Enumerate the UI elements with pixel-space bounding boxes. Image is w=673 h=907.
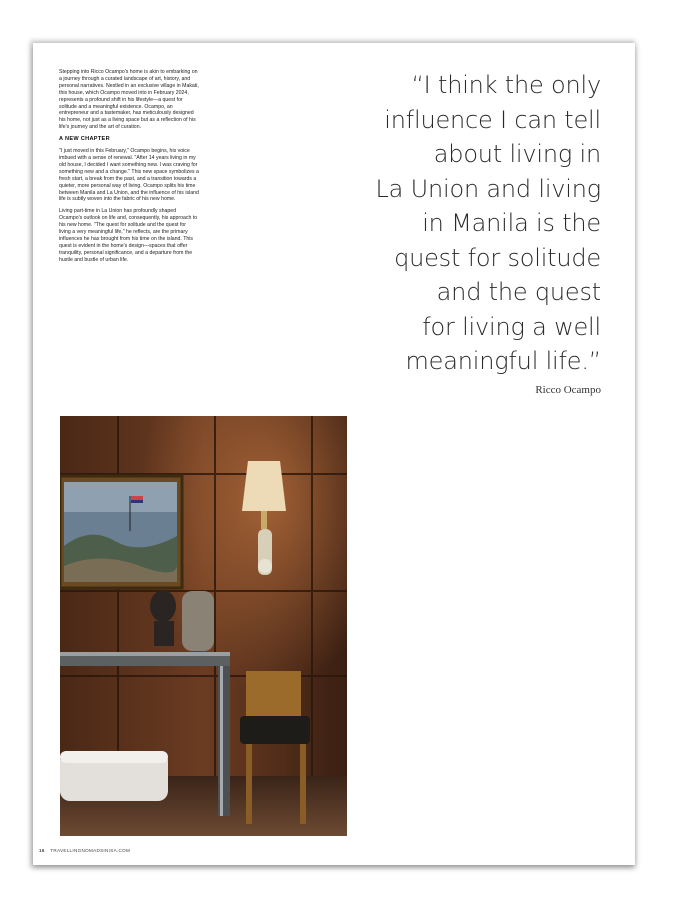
pull-quote-line: and the quest xyxy=(436,278,601,306)
pull-quote-line: influence I can tell xyxy=(384,105,601,134)
article-body xyxy=(59,69,199,269)
page-footer xyxy=(39,848,130,853)
pull-quote-line: “I think the only xyxy=(411,71,601,99)
quote-attribution: Ricco Ocampo xyxy=(535,384,601,396)
pull-quote-line: meaningful life.” xyxy=(405,347,601,375)
pull-quote-line: La Union and living xyxy=(375,174,601,203)
intro-paragraph: Stepping into Ricco Ocampo's home is akin to embarking on a journey through a curated landscape of art, history, and personal narratives. Nestled in an exclusive village in Makati, this house, which Ocampo moved into in February 2024, represents a profound shift in his lifestyle—a quest for solitude and a meaningful existence. Ocampo, an entrepreneur and a tastemaker, has meticulously designed his home, not just as a living space but as a reflection of his life's journey and the art of curation. xyxy=(59,69,199,131)
page-number: 16 xyxy=(39,848,45,853)
pull-quote-line: quest for solitude xyxy=(394,243,601,272)
magazine-page xyxy=(33,43,635,865)
section-paragraph: "I just moved in this February," Ocampo begins, his voice imbued with a sense of renewal. "After 14 years living in my old house, I decided I want something new. I was craving for something new and a change." This new space symbolizes a fresh start, a break from the past, and a transition towards a quieter, more personal way of living. Ocampo splits his time between Manila and La Union, and the influence of his island life is subtly woven into the fabric of his new home. xyxy=(59,148,199,203)
interior-photo xyxy=(60,416,347,836)
pull-quote-line: about living in xyxy=(433,140,601,168)
site-name: TRAVELLINGNOMADSINISA.COM xyxy=(50,848,131,853)
section-paragraph: Living part-time in La Union has profoundly shaped Ocampo's outlook on life and, consequently, his approach to his new home. "The quest for solitude and the quest for living a very meaningful life," he reflects, are the primary influences he has brought from his time on the island. This quest is evident in the home's design—spaces that offer tranquility, personal significance, and a departure from the hustle and bustle of urban life. xyxy=(59,208,198,263)
pull-quote-line: for living a well xyxy=(422,312,601,341)
section-heading: A NEW CHAPTER xyxy=(59,136,110,143)
pull-quote xyxy=(353,68,601,379)
pull-quote-line: in Manila is the xyxy=(422,209,601,237)
